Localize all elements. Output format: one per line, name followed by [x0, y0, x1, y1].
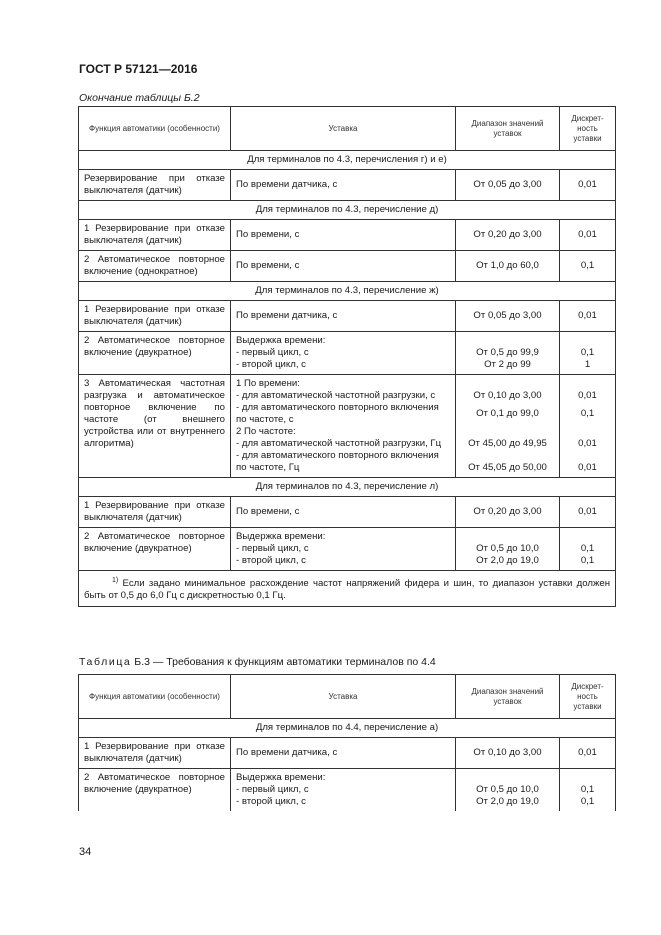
section-label: Для терминалов по 4.3, перечисление д)	[79, 201, 616, 220]
section-row	[79, 201, 616, 220]
cell-setting	[231, 375, 456, 478]
header-range: Диапазон значений уставок	[456, 107, 560, 151]
footnote-row	[79, 571, 616, 607]
cell-setting: По времени, с	[231, 220, 456, 251]
step-line: 0,1	[580, 408, 595, 419]
table-row	[79, 220, 616, 251]
cell-function: 1 Резервирование при отказе выключателя (датчик)	[79, 738, 231, 769]
cell-function: 1 Резервирование при отказе выключателя (датчик)	[79, 497, 231, 528]
header-step: Дискрет-ность уставки	[560, 675, 616, 719]
setting-line: - второй цикл, с	[236, 796, 306, 807]
cell-step	[560, 769, 616, 812]
cell-setting: По времени датчика, с	[231, 738, 456, 769]
range-line: От 2 до 99	[484, 359, 531, 370]
table-row	[79, 769, 616, 812]
table-caption-text: Б.3 — Требования к функциям автоматики терминалов по 4.4	[134, 656, 436, 668]
footnote-text: Если задано минимальное расхождение частот напряжений фидера и шин, то диапазон уставки должен быть от 0,5 до 6,0 Гц с дискретностью 0,1 Гц.	[84, 578, 610, 602]
table-row	[79, 170, 616, 201]
cell-range: От 0,20 до 3,00	[456, 497, 560, 528]
table-header-row	[79, 107, 616, 151]
cell-step: 0,01	[560, 497, 616, 528]
document-code: ГОСТ Р 57121—2016	[79, 62, 198, 76]
cell-setting: По времени датчика, с	[231, 301, 456, 332]
cell-setting	[231, 528, 456, 571]
range-line: От 2,0 до 19,0	[476, 555, 539, 566]
step-line: 0,1	[580, 347, 595, 358]
step-line: 0,01	[578, 390, 597, 401]
cell-function: 2 Автоматическое повторное включение (двукратное)	[79, 769, 231, 812]
step-line: 0,01	[578, 462, 597, 473]
table-row	[79, 497, 616, 528]
header-setting: Уставка	[231, 675, 456, 719]
step-line: 0,1	[580, 784, 595, 795]
range-line: От 0,10 до 3,00	[473, 390, 542, 401]
setting-line: - для автоматического повторного включения по частоте, с	[236, 402, 439, 425]
cell-setting: По времени датчика, с	[231, 170, 456, 201]
range-line: От 2,0 до 19,0	[476, 796, 539, 807]
settings-table-b3	[78, 674, 616, 811]
setting-line: Выдержка времени:	[236, 772, 326, 783]
range-line: От 45,00 до 49,95	[468, 438, 547, 449]
cell-function: 3 Автоматическая частотная разгрузка и автоматическое повторное включение по частоте (от внешнего устройства или от внутреннего алгоритма)	[79, 375, 231, 478]
setting-line: 1 По времени:	[236, 378, 300, 389]
section-row	[79, 478, 616, 497]
cell-function: 1 Резервирование при отказе выключателя (датчик)	[79, 220, 231, 251]
setting-line: Выдержка времени:	[236, 531, 326, 542]
cell-step	[560, 375, 616, 478]
table-row	[79, 251, 616, 282]
setting-line: - для автоматического повторного включения по частоте, Гц	[236, 450, 439, 473]
step-line: 0,01	[578, 438, 597, 449]
cell-range: От 0,05 до 3,00	[456, 301, 560, 332]
section-row	[79, 719, 616, 738]
setting-line: - для автоматической частотной разгрузки, с	[236, 390, 436, 401]
range-line: От 0,1 до 99,0	[476, 408, 539, 419]
section-label: Для терминалов по 4.3, перечисление ж)	[79, 282, 616, 301]
settings-table-b2	[78, 106, 616, 607]
setting-line: - первый цикл, с	[236, 347, 309, 358]
section-label: Для терминалов по 4.3, перечисление л)	[79, 478, 616, 497]
table-row	[79, 738, 616, 769]
header-setting: Уставка	[231, 107, 456, 151]
table-caption: Окончание таблицы Б.2	[79, 92, 200, 104]
header-step: Дискрет-ность уставки	[560, 107, 616, 151]
table-header-row	[79, 675, 616, 719]
cell-step: 0,01	[560, 738, 616, 769]
cell-setting	[231, 332, 456, 375]
step-line: 0,1	[580, 543, 595, 554]
cell-function: Резервирование при отказе выключателя (датчик)	[79, 170, 231, 201]
cell-step: 0,01	[560, 301, 616, 332]
cell-range	[456, 375, 560, 478]
section-label: Для терминалов по 4.4, перечисление а)	[79, 719, 616, 738]
cell-range	[456, 332, 560, 375]
table-row	[79, 301, 616, 332]
cell-function: 2 Автоматическое повторное включение (двукратное)	[79, 528, 231, 571]
table-row	[79, 332, 616, 375]
range-line: От 0,5 до 10,0	[476, 543, 539, 554]
cell-range	[456, 769, 560, 812]
cell-range	[456, 528, 560, 571]
setting-line: - второй цикл, с	[236, 359, 306, 370]
table-footnote	[79, 571, 616, 607]
table-row	[79, 375, 616, 478]
cell-step	[560, 332, 616, 375]
setting-line: Выдержка времени:	[236, 335, 326, 346]
setting-line: 2 По частоте:	[236, 426, 296, 437]
cell-setting: По времени, с	[231, 497, 456, 528]
header-function: Функция автоматики (особенности)	[79, 107, 231, 151]
step-line: 0,1	[580, 555, 595, 566]
header-function: Функция автоматики (особенности)	[79, 675, 231, 719]
cell-step: 0,01	[560, 170, 616, 201]
cell-function: 1 Резервирование при отказе выключателя (датчик)	[79, 301, 231, 332]
cell-function: 2 Автоматическое повторное включение (двукратное)	[79, 332, 231, 375]
setting-line: - второй цикл, с	[236, 555, 306, 566]
setting-line: - для автоматической частотной разгрузки, Гц	[236, 438, 442, 449]
cell-range: От 0,10 до 3,00	[456, 738, 560, 769]
range-line: От 45,05 до 50,00	[468, 462, 547, 473]
setting-line: - первый цикл, с	[236, 784, 309, 795]
setting-line: - первый цикл, с	[236, 543, 309, 554]
section-label: Для терминалов по 4.3, перечисления г) и е)	[79, 151, 616, 170]
range-line: От 0,5 до 99,9	[476, 347, 539, 358]
cell-step	[560, 528, 616, 571]
section-row	[79, 151, 616, 170]
table-row	[79, 528, 616, 571]
step-line: 0,1	[580, 796, 595, 807]
range-line: От 0,5 до 10,0	[476, 784, 539, 795]
cell-function: 2 Автоматическое повторное включение (однократное)	[79, 251, 231, 282]
footnote-mark: 1)	[112, 577, 119, 584]
table-caption-label: Таблица	[79, 656, 132, 668]
header-range: Диапазон значений уставок	[456, 675, 560, 719]
cell-range: От 0,20 до 3,00	[456, 220, 560, 251]
cell-setting	[231, 769, 456, 812]
cell-range: От 0,05 до 3,00	[456, 170, 560, 201]
cell-setting: По времени, с	[231, 251, 456, 282]
step-line: 1	[584, 359, 591, 370]
cell-range: От 1,0 до 60,0	[456, 251, 560, 282]
section-row	[79, 282, 616, 301]
page-number: 34	[79, 846, 92, 858]
cell-step: 0,01	[560, 220, 616, 251]
cell-step: 0,1	[560, 251, 616, 282]
table-caption	[79, 656, 436, 668]
